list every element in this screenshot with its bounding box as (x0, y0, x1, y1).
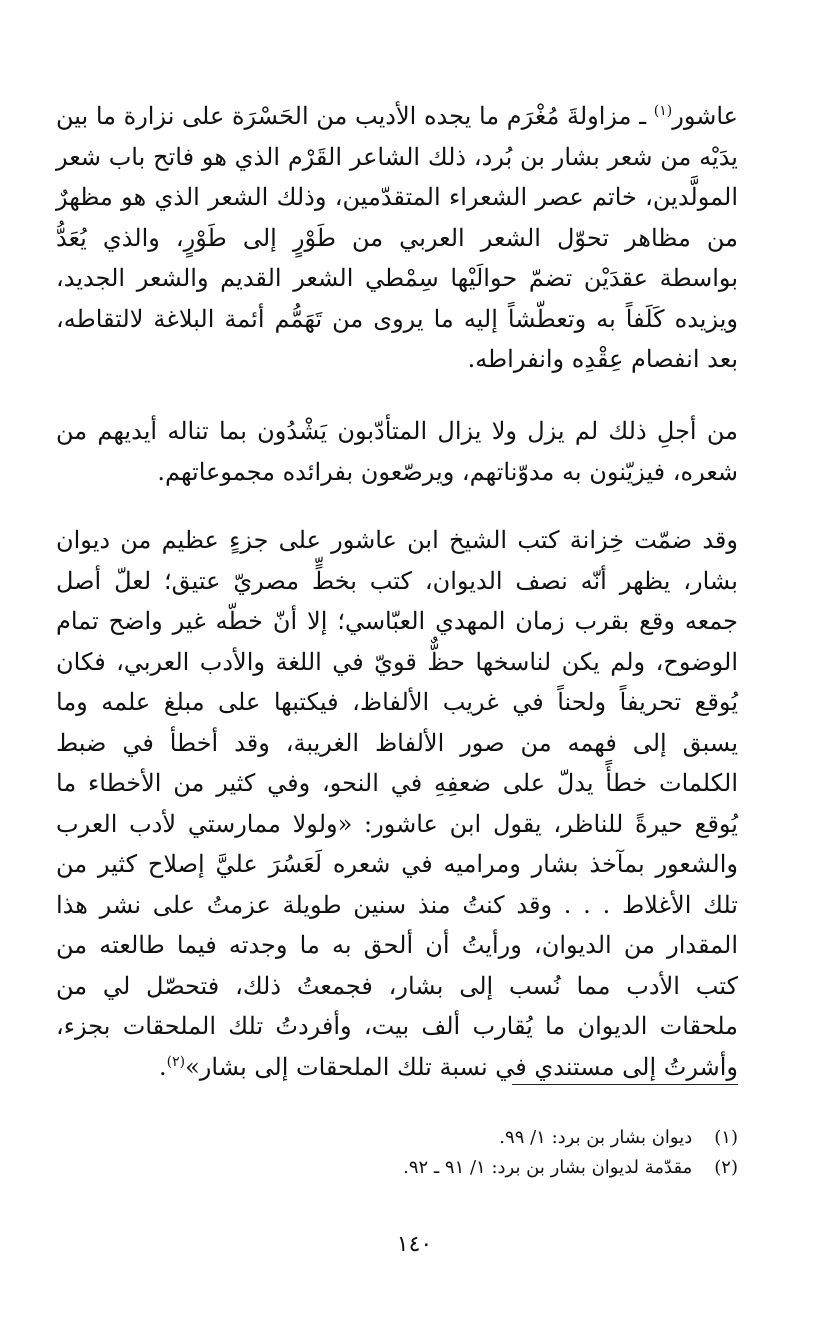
footnote-2-text: مقدّمة لديوان بشار بن برد: ١/ ٩١ ـ ٩٢. (403, 1157, 693, 1178)
footnote-separator (512, 1084, 738, 1085)
paragraph-1-text: ـ مزاولةَ مُغْرَم ما يجده الأديب من الحَسْرَة على نزارة ما بين يدَيْه من شعر بشار بن بُرد، ذلك الشاعر القَرْم الذي هو فاتح باب شعر المولَّدين، خاتم عصر الشعراء المتقدّمين، وذلك الشعر الذي هو مظهرٌ من مظاهر تحوّل الشعر العربي من طَوْرٍ إلى طَوْرٍ، والذي يُعَدُّ بواسطة عقدَيْن تضمّ حوالَيْها سِمْطي الشعر القديم والشعر الجديد، ويزيده كَلَفاً به وتعطّشاً إليه ما يروى من تَهَمُّم أئمة البلاغة لالتقاطه، بعد انفصام عِقْدِه وانفراطه. (56, 102, 738, 373)
paragraph-1-lead: عاشور (672, 102, 738, 130)
footnote-ref-1: (١) (653, 103, 673, 119)
footnote-2 (403, 1153, 738, 1183)
body-paragraph-3 (56, 520, 738, 1087)
paragraph-3-text: وقد ضمّت خِزانة كتب الشيخ ابن عاشور على جزءٍ عظيم من ديوان بشار، يظهر أنّه نصف الديوان، كتب بخطٍّ مصريّ عتيق؛ لعلّ أصل جمعه وقع بقرب زمان المهدي العبّاسي؛ إلا أنّ خطّه غير واضح تمام الوضوح، ولم يكن لناسخها حظٌّ قويّ في اللغة والأدب العربي، فكان يُوقع تحريفاً ولحناً في غريب الألفاظ، فيكتبها على مبلغ علمه وما يسبق إلى فهمه من صور الألفاظ الغريبة، وقد أخطأ في ضبط الكلمات خطأً يدلّ على ضعفِهِ في النحو، وفي كثير من الأخطاء ما يُوقع حيرةً للناظر، يقول ابن عاشور: «ولولا ممارستي لأدب العرب والشعور بمآخذ بشار ومراميه في شعره لَعَسُرَ عليَّ إصلاح كثير من تلك الأغلاط . . . وقد كنتُ منذ سنين طويلة عزمتُ على نشر هذا المقدار من الديوان، ورأيتُ أن ألحق به ما وجدته فيما طالعته من كتب الأدب مما نُسب إلى بشار، فجمعتُ ذلك، فتحصّل لي من ملحقات الديوان ما يُقارب ألف بيت، وأفردتُ تلك الملحقات بجزء، وأشرتُ إلى مستندي في نسبة تلك الملحقات إلى بشار» (56, 526, 738, 1081)
footnote-2-marker: (٢) (714, 1157, 738, 1178)
footnote-1 (499, 1123, 738, 1153)
page-number: ١٤٠ (396, 1232, 433, 1257)
footnote-1-marker: (١) (714, 1127, 738, 1148)
body-paragraph-2: من أجلِ ذلك لم يزل ولا يزال المتأدّبون يَشْدُون بما تناله أيديهم من شعره، فيزيّنون به مدوّناتهم، ويرصّعون بفرائده مجموعاتهم. (56, 417, 738, 486)
footnote-ref-2: (٢) (166, 1053, 186, 1070)
paragraph-3-end: . (159, 1052, 167, 1081)
body-paragraph-1 (56, 96, 738, 380)
footnote-1-text: ديوان بشار بن برد: ١/ ٩٩. (499, 1127, 693, 1148)
